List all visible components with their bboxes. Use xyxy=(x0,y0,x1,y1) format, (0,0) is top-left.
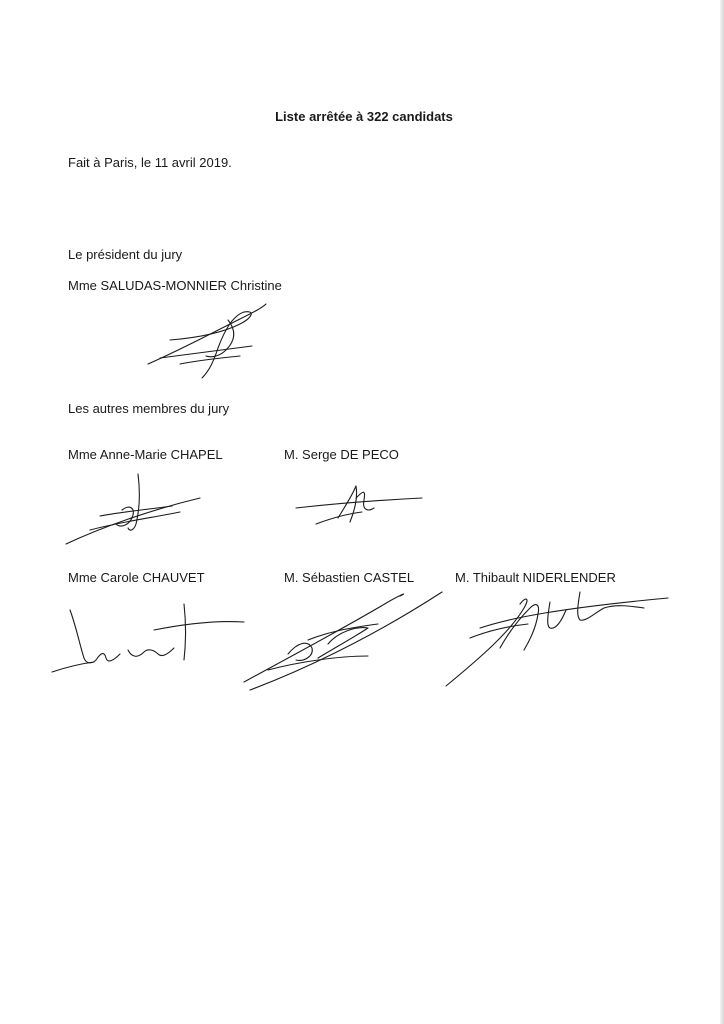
member-signature xyxy=(60,466,205,548)
member-signature xyxy=(292,478,427,528)
member-name: M. Serge DE PECO xyxy=(284,447,399,462)
member-name: Mme Anne-Marie CHAPEL xyxy=(68,447,223,462)
member-signature xyxy=(44,598,249,680)
page-edge xyxy=(720,0,724,1024)
place-date: Fait à Paris, le 11 avril 2019. xyxy=(68,155,232,170)
others-heading: Les autres membres du jury xyxy=(68,401,230,416)
document-title: Liste arrêtée à 322 candidats xyxy=(275,109,453,124)
president-name: Mme SALUDAS-MONNIER Christine xyxy=(68,278,282,293)
member-name: M. Sébastien CASTEL xyxy=(284,570,415,585)
member-name: Mme Carole CHAUVET xyxy=(68,570,205,585)
president-role: Le président du jury xyxy=(68,247,183,262)
member-name: M. Thibault NIDERLENDER xyxy=(455,570,616,585)
member-signature xyxy=(440,588,675,690)
member-signature xyxy=(238,584,448,696)
president-signature xyxy=(140,300,270,382)
